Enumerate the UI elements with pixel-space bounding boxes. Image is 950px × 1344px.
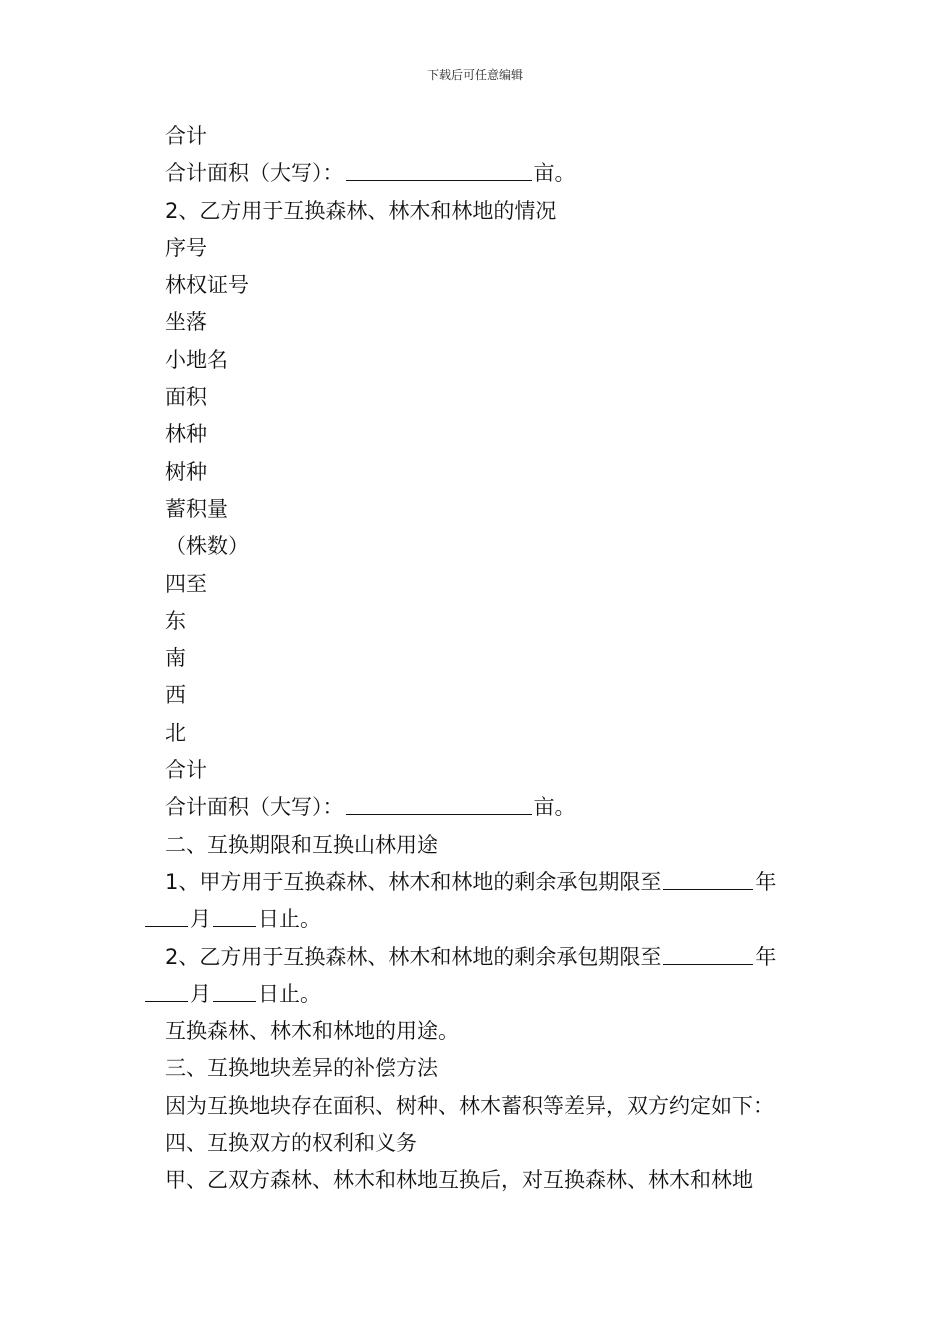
month-blank (145, 980, 188, 1002)
text-line: 互换森林、林木和林地的用途。 (165, 1019, 459, 1044)
section-heading: 四、互换双方的权利和义务 (165, 1131, 417, 1156)
section-item-heading: 2、乙方用于互换森林、林木和林地的情况 (165, 198, 557, 223)
total-area-line: 合计面积（大写）： 亩。 (165, 795, 576, 820)
term-date-line: 月 日止。 (0, 976, 950, 1013)
year-blank (663, 943, 753, 965)
area-blank (346, 793, 532, 815)
text-line: 小地名 (165, 347, 228, 372)
day-blank (213, 980, 256, 1002)
text-line: 坐落 (165, 310, 207, 335)
total-area-line: 合计面积（大写）： 亩。 (165, 161, 576, 186)
term-date-line: 月 日止。 (0, 901, 950, 938)
text-line: 甲、乙双方森林、林木和林地互换后，对互换森林、林木和林地 (165, 1168, 753, 1193)
text-line: 合计 (165, 124, 207, 148)
section-heading: 三、互换地块差异的补偿方法 (165, 1056, 438, 1081)
term-line: 1、甲方用于互换森林、林木和林地的剩余承包期限至 年 (165, 869, 777, 894)
text-line: 因为互换地块存在面积、树种、林木蓄积等差异，双方约定如下： (165, 1093, 774, 1118)
text-line: 西 (165, 683, 186, 708)
term-line: 2、乙方用于互换森林、林木和林地的剩余承包期限至 年 (165, 944, 777, 969)
section-heading: 二、互换期限和互换山林用途 (165, 832, 438, 857)
text-line: 北 (165, 720, 186, 745)
text-line: 四至 (165, 571, 207, 596)
day-blank (213, 905, 256, 927)
area-blank (346, 159, 532, 181)
text-line: 东 (165, 608, 186, 633)
text-line: 树种 (165, 459, 207, 484)
month-blank (145, 905, 188, 927)
text-line: 合计 (165, 758, 207, 783)
text-line: 林权证号 (165, 273, 249, 298)
text-line: 序号 (165, 235, 207, 260)
text-line: 林种 (165, 422, 207, 447)
text-line: 面积 (165, 385, 207, 410)
text-line: 蓄积量 (165, 496, 228, 521)
text-line: 南 (165, 646, 186, 671)
document-body (0, 118, 950, 1200)
year-blank (663, 868, 753, 890)
text-line: （株数） (165, 534, 249, 559)
page-header: 下载后可任意编辑 (426, 68, 523, 82)
